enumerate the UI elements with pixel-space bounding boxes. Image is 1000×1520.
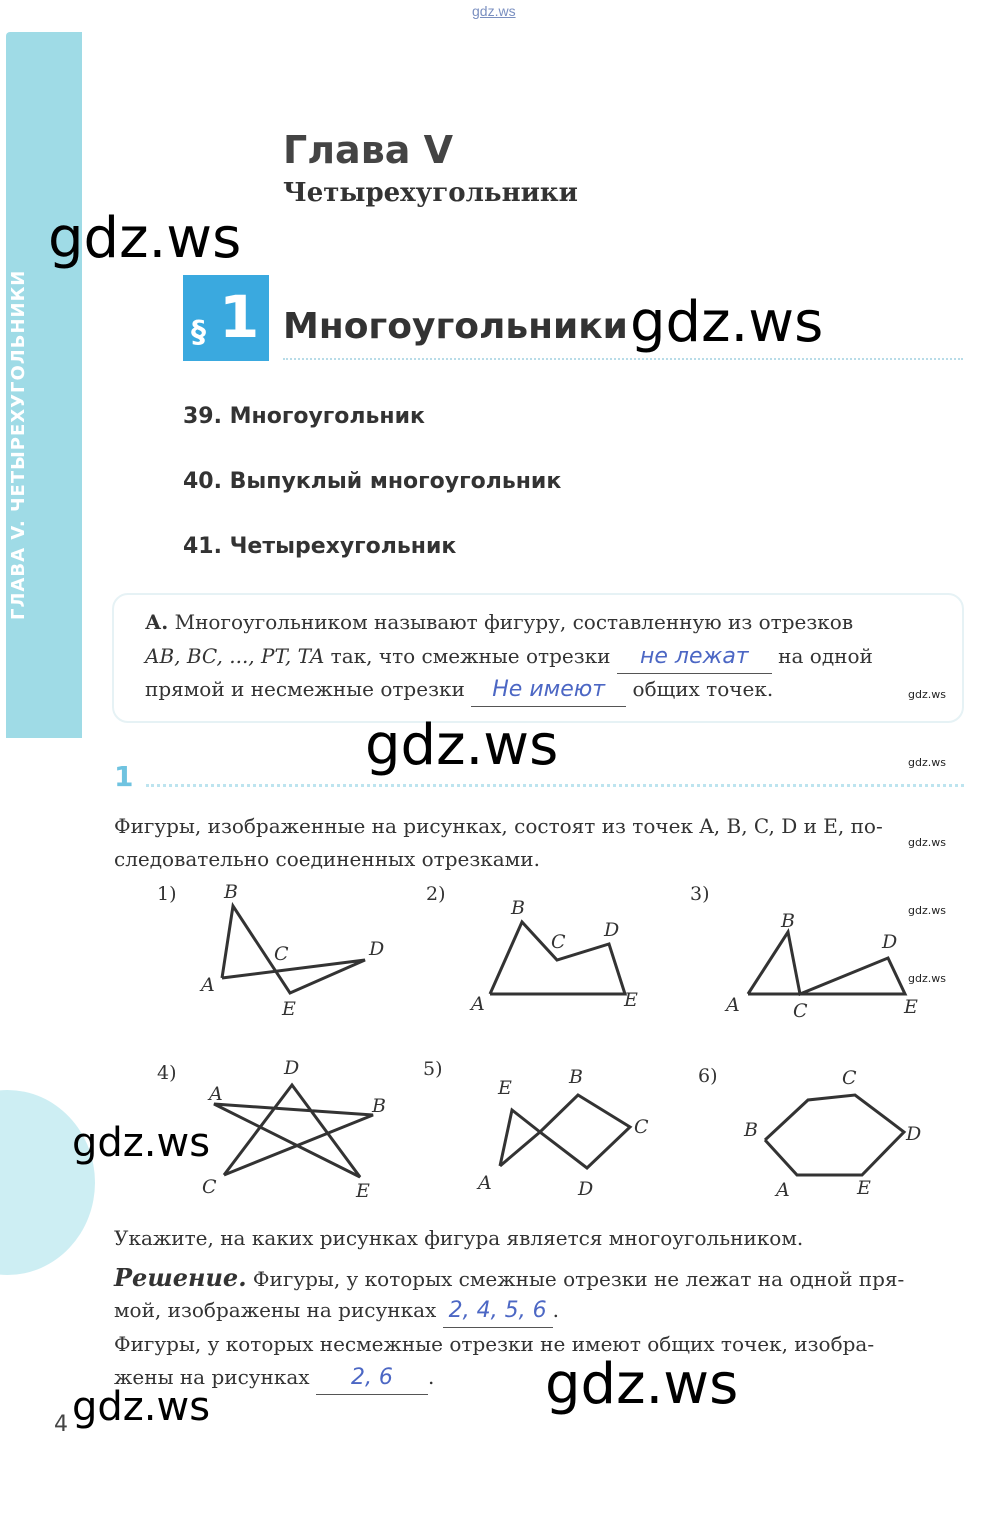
watermark: gdz.ws xyxy=(72,1384,211,1430)
page-number: 4 xyxy=(54,1412,68,1437)
figure-6-number: 6) xyxy=(698,1065,718,1087)
chapter-subtitle: Четырехугольники xyxy=(283,178,578,208)
answer-blank-4[interactable]: 2, 6 xyxy=(316,1361,428,1395)
definition-label: А. xyxy=(145,610,169,634)
figure-1-label: A xyxy=(201,974,215,996)
watermark: gdz.ws xyxy=(630,290,824,355)
definition-text: на одной xyxy=(778,644,873,668)
segment-list: AB, BC, ..., PT, TA xyxy=(145,644,325,668)
watermark: gdz.ws xyxy=(72,1120,211,1166)
chapter-title: Глава V xyxy=(283,128,454,172)
solution-line-1 xyxy=(114,1261,969,1296)
figure-5-label: D xyxy=(578,1178,594,1200)
answer-blank-2[interactable]: Не имеют xyxy=(471,673,626,707)
figure-4-label: E xyxy=(356,1180,370,1202)
watermark: gdz.ws xyxy=(48,206,242,271)
figure-2-label: C xyxy=(551,931,566,953)
figure-1-label: D xyxy=(369,938,385,960)
figure-3-number: 3) xyxy=(690,883,710,905)
task-number: 1 xyxy=(114,760,134,793)
figure-4-number: 4) xyxy=(157,1062,177,1084)
watermark: gdz.ws xyxy=(365,713,559,778)
figure-3-label: C xyxy=(793,1000,808,1022)
definition-text: Многоугольником называют фигуру, составленную из отрезков xyxy=(174,610,854,634)
figure-6-label: E xyxy=(857,1177,871,1199)
figure-3-label: A xyxy=(726,994,740,1016)
solution-line-3: Фигуры, у которых несмежные отрезки не имеют общих точек, изобра- xyxy=(114,1332,875,1356)
task-intro-2: следовательно соединенных отрезками. xyxy=(114,847,540,871)
sidebar-chapter-label: ГЛАВА V. ЧЕТЫРЕХУГОЛЬНИКИ xyxy=(8,269,29,620)
section-divider xyxy=(283,358,963,360)
figure-1-shape xyxy=(222,906,365,993)
small-watermark: gdz.ws xyxy=(908,756,946,769)
figure-3-label: E xyxy=(904,996,918,1018)
definition-text: прямой и несмежные отрезки xyxy=(145,677,465,701)
topic-item: 40. Выпуклый многоугольник xyxy=(183,469,562,494)
figure-4-label: A xyxy=(209,1083,223,1105)
figure-2-label: E xyxy=(624,989,638,1011)
figure-5-shape xyxy=(500,1095,630,1168)
watermark: gdz.ws xyxy=(545,1352,739,1417)
figure-4-label: C xyxy=(202,1176,217,1198)
answer-blank-1[interactable]: не лежат xyxy=(617,640,772,674)
section-title: Многоугольники xyxy=(283,306,628,347)
solution-line-4: жены на рисунках 2, 6 . xyxy=(114,1361,969,1395)
solution-text: Фигуры, у которых смежные отрезки не лежат на одной пря- xyxy=(252,1267,905,1291)
solution-line-2: мой, изображены на рисунках 2, 4, 5, 6 . xyxy=(114,1294,969,1328)
solution-text: жены на рисунках xyxy=(114,1365,310,1389)
figure-1-label: C xyxy=(274,943,289,965)
figure-5-label: C xyxy=(634,1116,649,1138)
figure-2-number: 2) xyxy=(426,883,446,905)
definition-text: общих точек. xyxy=(632,677,774,701)
definition-line-2 xyxy=(145,640,945,674)
top-watermark[interactable]: gdz.ws xyxy=(472,3,516,19)
figure-6-shape xyxy=(765,1095,904,1175)
task-divider xyxy=(146,784,964,787)
task-intro-1: Фигуры, изображенные на рисунках, состоят из точек A, B, C, D и E, по- xyxy=(114,814,883,838)
figure-1-label: E xyxy=(282,998,296,1020)
figure-2-label: B xyxy=(511,897,525,919)
definition-line-1 xyxy=(145,606,945,639)
topic-item: 41. Четырехугольник xyxy=(183,534,457,559)
figure-4-label: B xyxy=(372,1095,386,1117)
figure-1-label: B xyxy=(224,881,238,903)
figure-5-label: A xyxy=(478,1172,492,1194)
definition-text: так, что смежные отрезки xyxy=(330,644,611,668)
figure-5-label: E xyxy=(498,1077,512,1099)
small-watermark: gdz.ws xyxy=(908,972,946,985)
small-watermark: gdz.ws xyxy=(908,836,946,849)
figure-4-label: D xyxy=(284,1057,300,1079)
figure-2-label: A xyxy=(471,993,485,1015)
figure-6-label: A xyxy=(776,1179,790,1201)
figure-2-label: D xyxy=(604,919,620,941)
task-question: Укажите, на каких рисунках фигура является многоугольником. xyxy=(114,1226,804,1250)
figure-3-label: B xyxy=(781,910,795,932)
figure-5-number: 5) xyxy=(423,1058,443,1080)
figure-6-label: C xyxy=(842,1067,857,1089)
topic-item: 39. Многоугольник xyxy=(183,404,425,429)
section-number: 1 xyxy=(219,283,260,351)
figure-3-label: D xyxy=(882,931,898,953)
figure-5-label: B xyxy=(569,1066,583,1088)
section-badge xyxy=(183,275,269,361)
definition-line-3 xyxy=(145,673,945,707)
figure-6-label: B xyxy=(744,1119,758,1141)
small-watermark: gdz.ws xyxy=(908,688,946,701)
solution-text: мой, изображены на рисунках xyxy=(114,1298,437,1322)
figure-4-shape xyxy=(214,1085,373,1177)
figure-6-label: D xyxy=(906,1123,922,1145)
figure-1-number: 1) xyxy=(157,883,177,905)
answer-blank-3[interactable]: 2, 4, 5, 6 xyxy=(443,1294,553,1328)
small-watermark: gdz.ws xyxy=(908,904,946,917)
solution-label: Решение. xyxy=(114,1263,247,1292)
section-symbol: § xyxy=(191,315,206,350)
